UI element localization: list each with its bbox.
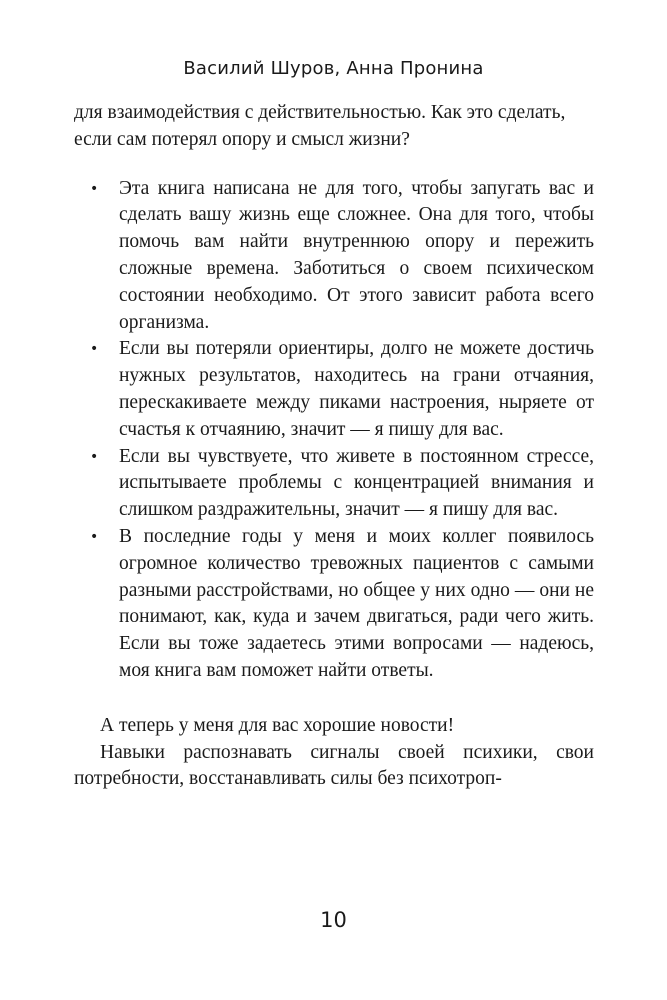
list-item [74,524,594,685]
page-number: 10 [320,908,347,932]
list-item-text: Если вы потеряли ориентиры, долго не можете достичь нужных результатов, находитесь на грани отчаяния, перескакиваете между пиками настроения, ныряете от счастья к отчаянию, значит — я пишу для вас. [119,338,594,440]
intro-paragraph: для взаимодействия с действительностью. Как это сделать, если сам потерял опору и смысл жизни? [74,102,566,150]
bullet-icon: • [90,180,99,197]
bullet-list [74,176,594,685]
bullet-icon: • [90,341,99,358]
page-body [74,100,594,793]
section-spacer [74,685,594,713]
list-item-text: Если вы чувствуете, что живете в постоянном стрессе, испытываете проблемы с концентрацией внимания и слишком раздражительны, значит — я пишу для вас. [119,445,594,521]
list-item-text: В последние годы у меня и моих коллег появилось огромное количество тревожных пациентов с самыми разными расстройствами, но общее у них одно — они не понимают, как, куда и зачем двигаться, ради чего жить. Если вы тоже задаетесь этими вопросами — надеюсь, моя книга вам поможет найти ответы. [119,525,594,681]
list-item-text: Эта книга написана не для того, чтобы запугать вас и сделать вашу жизнь еще сложнее. Она для того, чтобы помочь вам найти внутреннюю опору и пережить сложные времена. Заботиться о своем психическом состоянии необходимо. От этого зависит работа всего организма. [119,177,594,333]
bullet-icon: • [90,448,99,465]
list-item [74,176,594,337]
paragraph-skills: Навыки распознавать сигналы своей психики, свои потребности, восстанавливать силы без психотроп- [74,741,594,790]
list-item [74,336,594,443]
list-item [74,444,594,524]
paragraph-good-news: А теперь у меня для вас хорошие новости! [100,714,455,736]
bullet-icon: • [90,528,99,545]
running-head-authors: Василий Шуров, Анна Пронина [183,58,484,79]
